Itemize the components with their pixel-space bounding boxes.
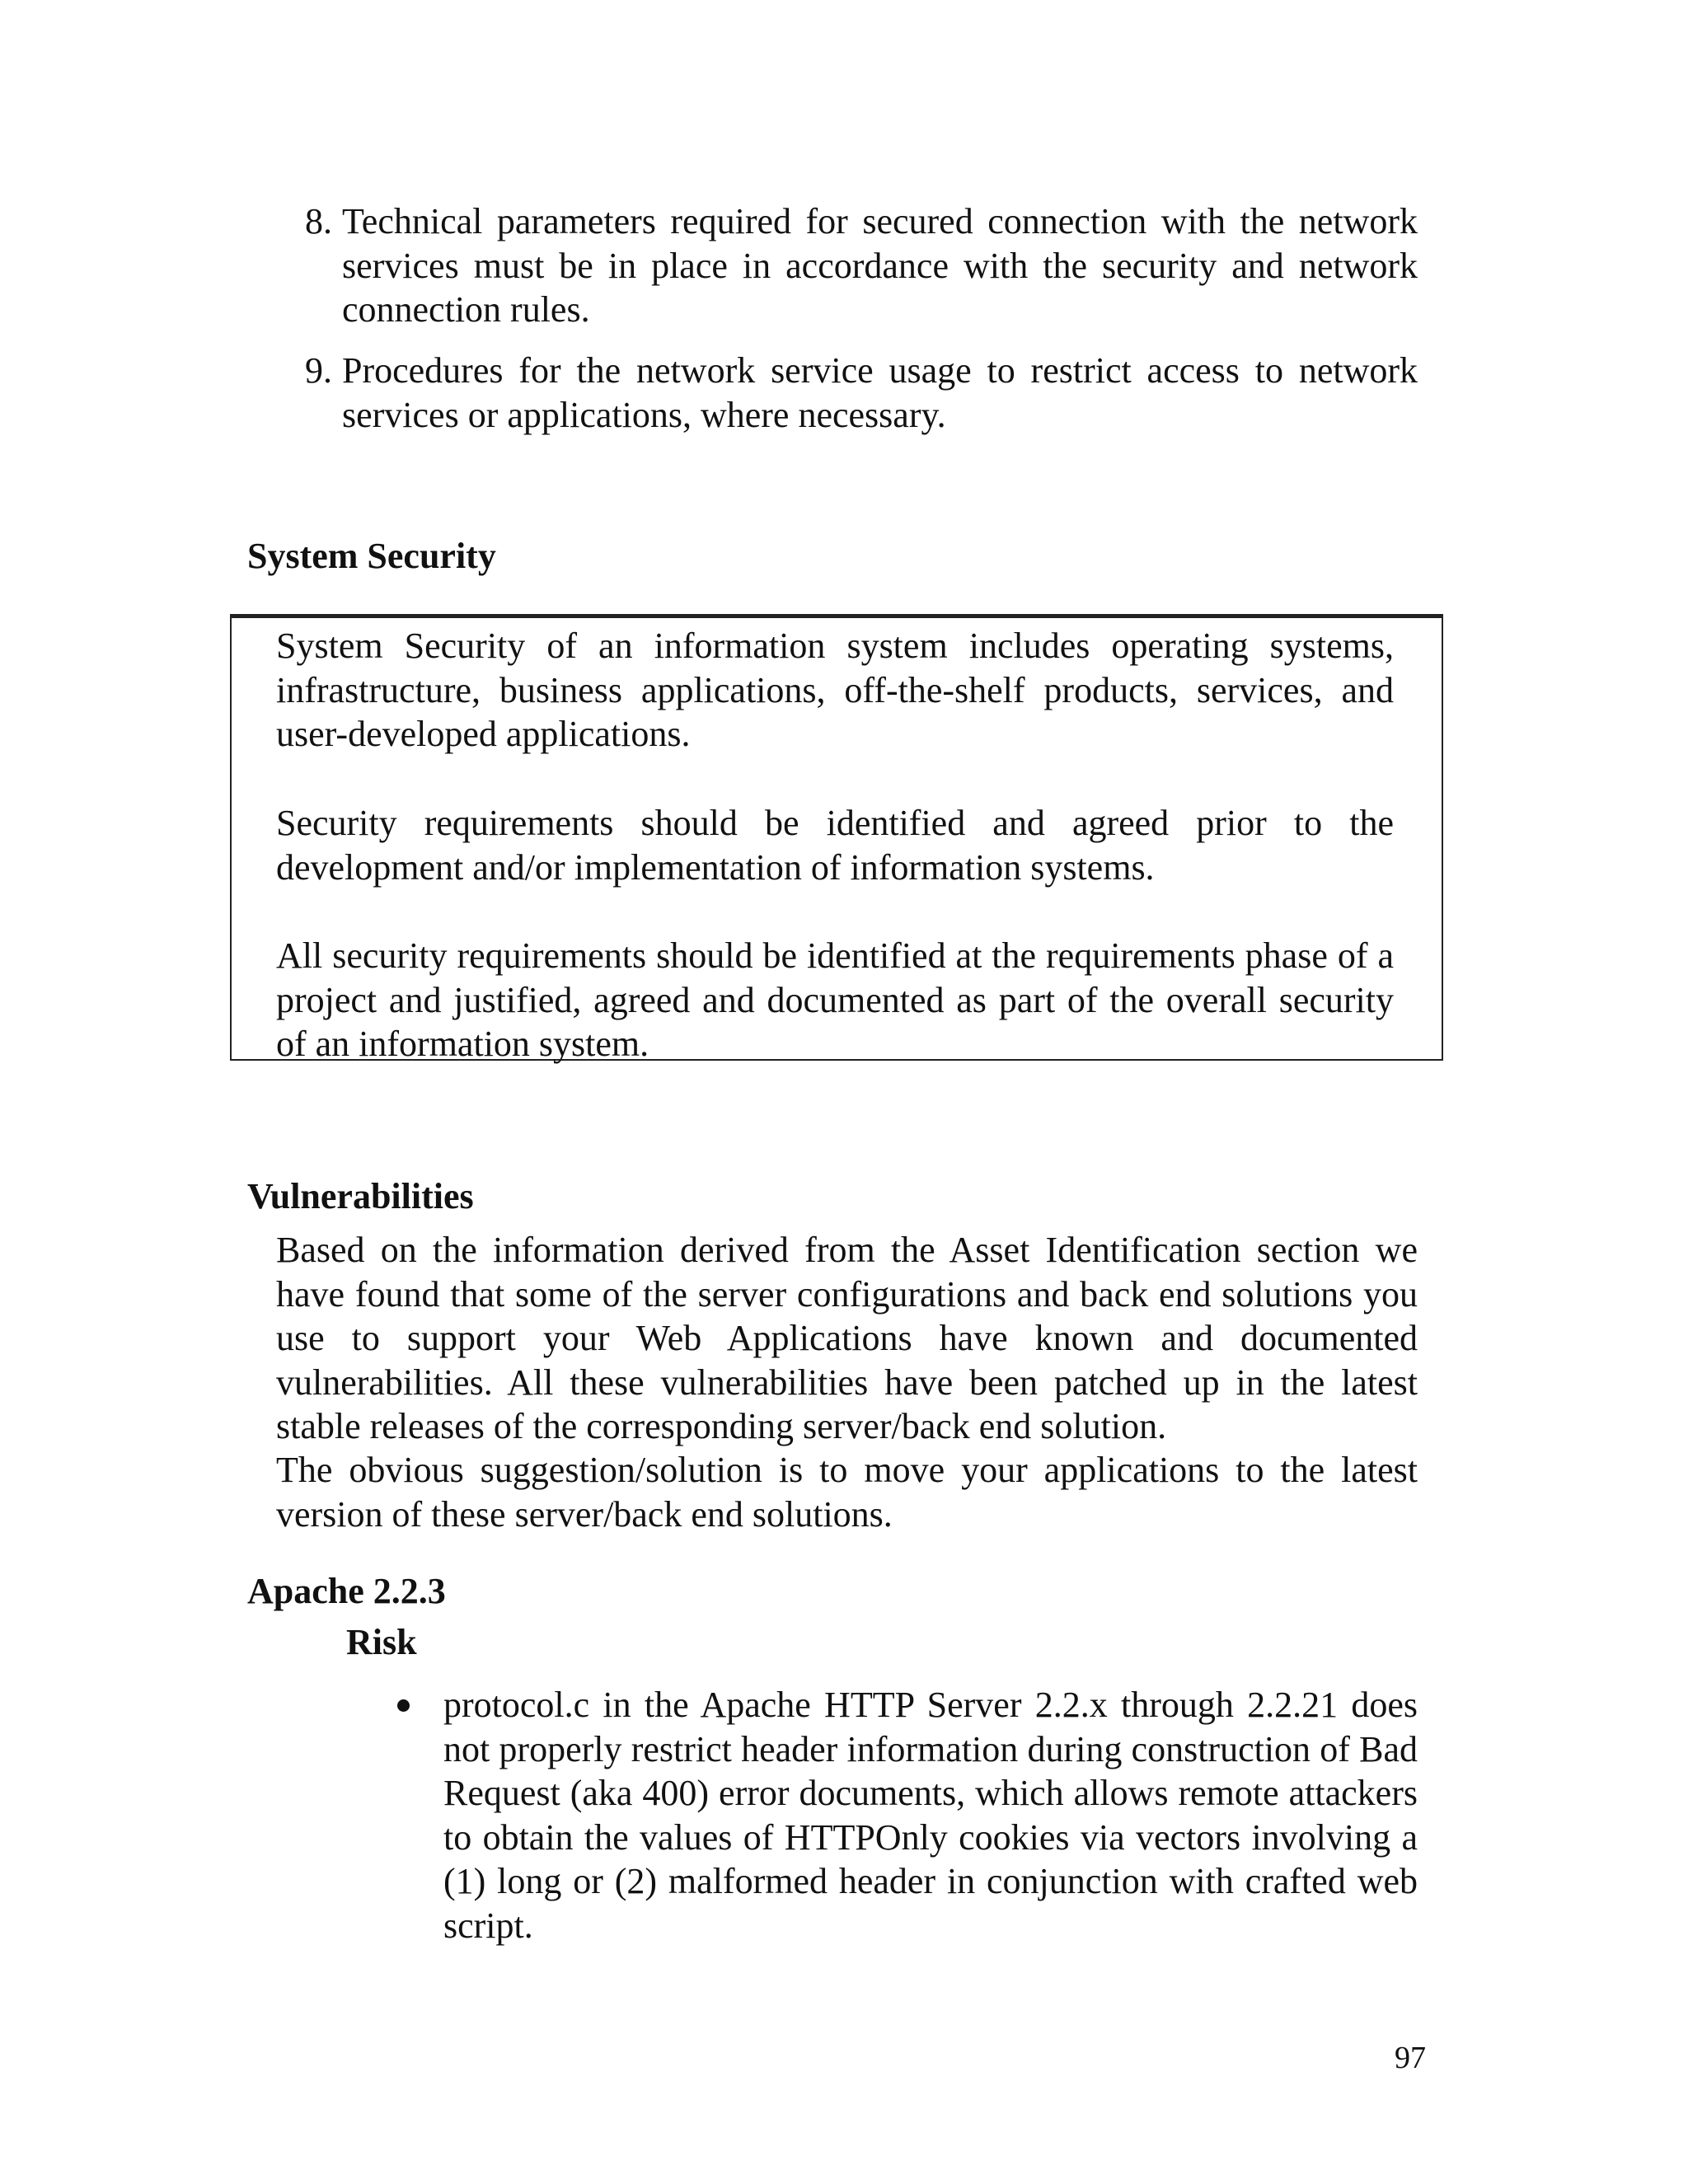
- list-item: [305, 349, 1418, 437]
- bullet-icon: [397, 1699, 410, 1712]
- page-number: 97: [1395, 2041, 1426, 2075]
- list-item-number: 9.: [305, 350, 332, 391]
- box-paragraph: System Security of an information system includes operating systems, infrastructure, business applications, off-the-shelf products, services, and user-developed applications.: [276, 626, 1394, 754]
- section-heading-vulnerabilities: Vulnerabilities: [247, 1176, 474, 1216]
- section-heading-system-security: System Security: [247, 536, 496, 576]
- system-security-box: [230, 614, 1443, 1064]
- list-item-text: Procedures for the network service usage to restrict access to network services or applications, where necessary.: [342, 350, 1418, 435]
- risk-heading: Risk: [346, 1622, 417, 1662]
- risk-list-item: [443, 1683, 1418, 1947]
- box-paragraph: All security requirements should be identified at the requirements phase of a project and justified, agreed and documented as part of the overall security of an information system.: [276, 935, 1394, 1064]
- list-item-text: Technical parameters required for secured connection with the network services must be in place in accordance with the security and network connection rules.: [342, 201, 1418, 330]
- box-paragraph: Security requirements should be identified and agreed prior to the development and/or implementation of information systems.: [276, 803, 1394, 888]
- risk-item-text: protocol.c in the Apache HTTP Server 2.2.x through 2.2.21 does not properly restrict header information during construction of Bad Request (aka 400) error documents, which allows remote attackers to obtain the values of HTTPOnly cookies via vectors involving a (1) long or (2) malformed header in conjunction with crafted web script.: [443, 1685, 1418, 1946]
- list-item: [305, 199, 1418, 332]
- vulnerabilities-paragraph: Based on the information derived from the Asset Identification section we have found that some of the server configurations and back end solutions you use to support your Web Applications have known and documented vulnerabilities. All these vulnerabilities have been patched up in the latest stable releases of the corresponding server/back end solution.: [276, 1230, 1418, 1446]
- section-heading-apache: Apache 2.2.3: [247, 1571, 446, 1611]
- vulnerabilities-paragraph: The obvious suggestion/solution is to move your applications to the latest version of these server/back end solutions.: [276, 1450, 1418, 1535]
- list-item-number: 8.: [305, 201, 332, 241]
